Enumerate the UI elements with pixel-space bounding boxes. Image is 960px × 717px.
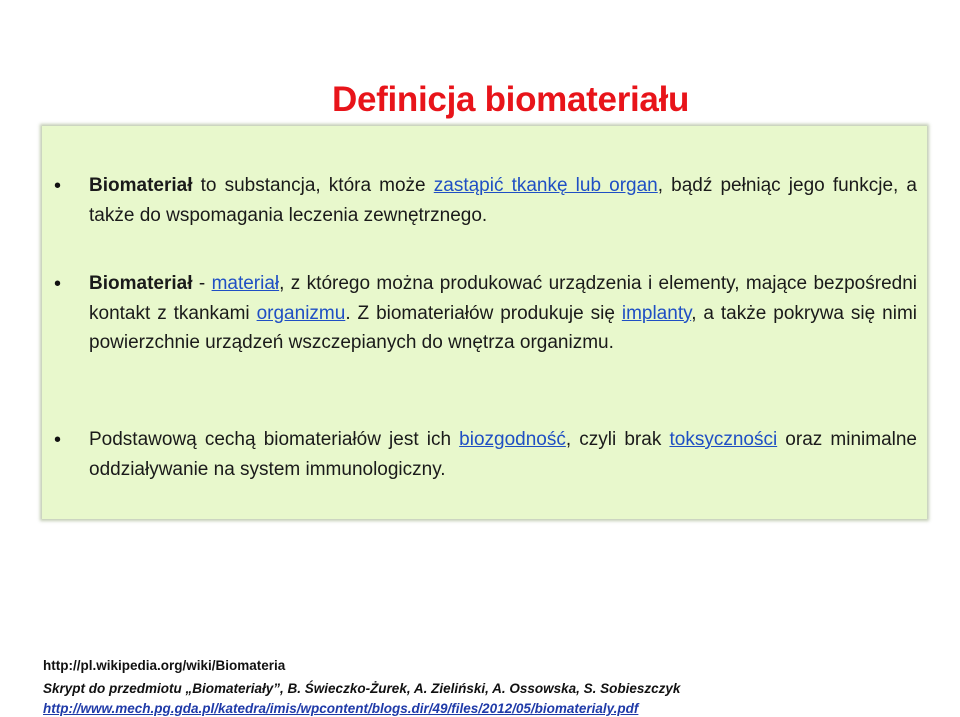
source-wikipedia[interactable]: http://pl.wikipedia.org/wiki/Biomateria: [43, 658, 286, 673]
link-implants[interactable]: implanty: [621, 302, 692, 324]
bullet-icon: •: [54, 429, 62, 451]
bullet-text: Podstawową cechą biomateriałów jest ich biozgodność, czyli brak toksyczności oraz minimalne oddziaływanie na system immunologiczny.: [89, 429, 917, 480]
link-organism[interactable]: organizmu: [256, 302, 346, 324]
source-script: Skrypt do przedmiotu „Biomateriały”, B. Świeczko-Żurek, A. Zieliński, A. Ossowska, S. Sobieszczyk: [43, 681, 681, 696]
link-biocompatibility[interactable]: biozgodność: [459, 429, 566, 450]
term: Biomateriał: [89, 175, 193, 196]
bullet-icon: •: [54, 273, 62, 295]
term: Biomateriał: [89, 273, 193, 294]
definition-panel: [42, 126, 927, 519]
bullet-text: Biomateriał to substancja, która może zastąpić tkankę lub organ, bądź pełniąc jego funkcje, a także do wspomagania leczenia zewnętrznego.: [89, 175, 918, 226]
link-toxicity[interactable]: toksyczności: [669, 429, 778, 450]
page-title: Definicja biomateriału: [332, 80, 690, 119]
bullet-icon: •: [54, 175, 62, 197]
source-url[interactable]: http://www.mech.pg.gda.pl/katedra/imis/wpcontent/blogs.dir/49/files/2012/05/biomaterialy.pdf: [43, 701, 639, 716]
link-material[interactable]: materiał: [211, 273, 280, 294]
bullet-text: Biomateriał - materiał, z którego można produkować urządzenia i elementy, mające bezpośredni kontakt z tkankami organizmu. Z biomateriałów produkuje się implanty, a także pokrywa się nimi powierzchnie urządzeń wszczepianych do wnętrza organizmu.: [89, 273, 917, 353]
link-tissue-organ[interactable]: zastąpić tkankę lub organ: [433, 175, 658, 196]
